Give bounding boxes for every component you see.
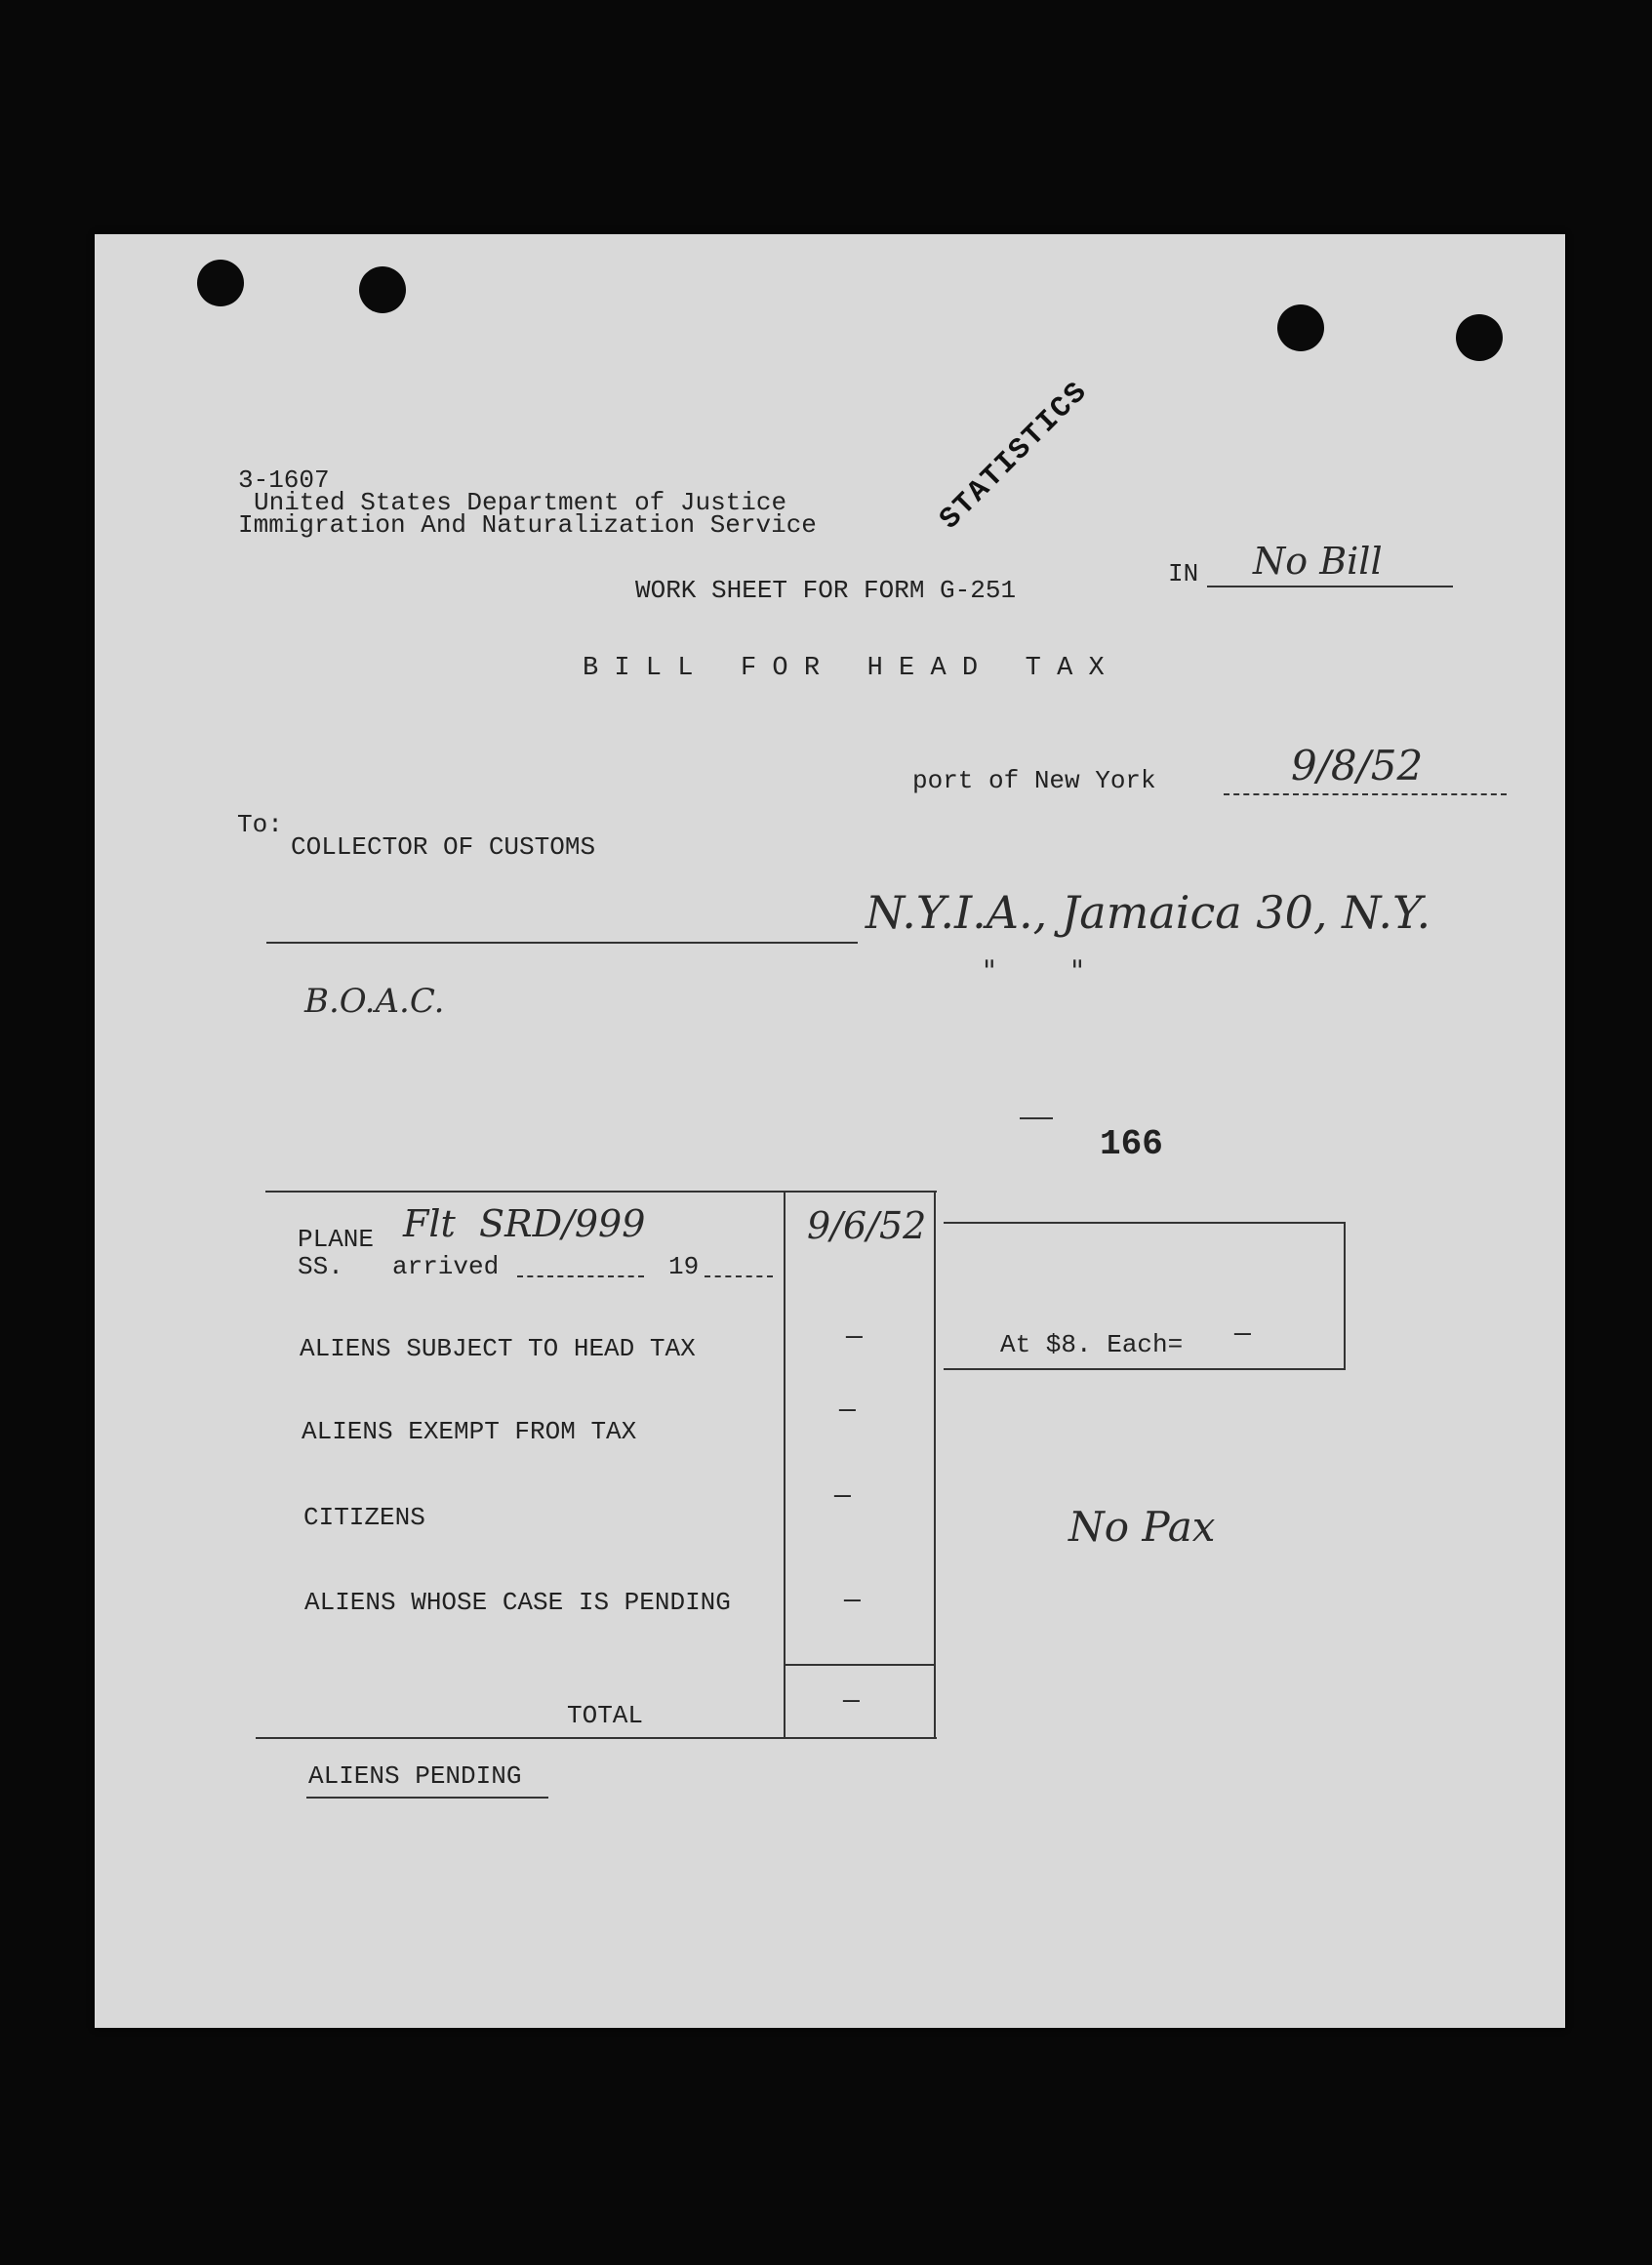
row-value-citizens: — xyxy=(834,1481,851,1512)
form-code: 3-1607 xyxy=(238,465,330,495)
arrived-label: arrived xyxy=(392,1252,500,1281)
form-sheet xyxy=(95,234,1565,2028)
in-value: No Bill xyxy=(1253,540,1383,583)
row-value-pending: — xyxy=(844,1586,861,1616)
bill-heading: B I L L F O R H E A D T A X xyxy=(583,654,1105,683)
arrived-underline xyxy=(517,1275,644,1277)
collector-label: COLLECTOR OF CUSTOMS xyxy=(291,832,596,862)
table-top-border xyxy=(265,1191,937,1193)
punch-hole xyxy=(359,266,406,313)
arrival-date: 9/6/52 xyxy=(807,1204,927,1247)
row-label-citizens: CITIZENS xyxy=(303,1503,425,1532)
table-bottom-border xyxy=(256,1737,937,1739)
location-value: N.Y.I.A., Jamaica 30, N.Y. xyxy=(866,886,1431,939)
ss-label: SS. xyxy=(298,1252,343,1281)
in-label: IN xyxy=(1168,559,1199,588)
table-divider xyxy=(784,1191,786,1737)
total-label: TOTAL xyxy=(567,1701,644,1730)
table-total-separator xyxy=(784,1664,936,1666)
port-label: port of New York xyxy=(912,766,1156,795)
statistics-stamp: STATISTICS xyxy=(933,375,1096,537)
row-label-exempt: ALIENS EXEMPT FROM TAX xyxy=(302,1417,637,1446)
rate-box-right xyxy=(1344,1222,1346,1370)
ditto-marks: " " xyxy=(983,954,1084,989)
row-value-exempt: — xyxy=(839,1395,856,1426)
aliens-pending-underline xyxy=(306,1797,548,1799)
punch-hole xyxy=(197,260,244,306)
agency-line-2: Immigration And Naturalization Service xyxy=(238,510,817,540)
sheet-number: 166 xyxy=(1100,1124,1163,1164)
plane-value: Flt SRD/999 xyxy=(403,1202,646,1245)
dash-mark xyxy=(1020,1117,1053,1119)
rate-label: At $8. Each= xyxy=(1000,1330,1184,1359)
form-title: WORK SHEET FOR FORM G-251 xyxy=(635,576,1017,605)
plane-label: PLANE xyxy=(298,1225,375,1254)
table-right-border xyxy=(934,1191,936,1737)
year-underline xyxy=(705,1275,773,1277)
row-value-subject: — xyxy=(846,1322,863,1353)
no-pax-note: No Pax xyxy=(1068,1503,1216,1551)
rate-box-bottom xyxy=(944,1368,1346,1370)
in-underline xyxy=(1207,586,1453,587)
row-label-subject: ALIENS SUBJECT TO HEAD TAX xyxy=(300,1334,696,1363)
rate-box-top xyxy=(944,1222,1346,1224)
year-prefix: 19 xyxy=(668,1252,700,1281)
punch-hole xyxy=(1456,314,1503,361)
port-date-underline xyxy=(1224,793,1507,795)
carrier-value: B.O.A.C. xyxy=(304,982,445,1021)
port-date: 9/8/52 xyxy=(1291,742,1424,789)
agency-line-1: United States Department of Justice xyxy=(254,488,787,517)
aliens-pending-label: ALIENS PENDING xyxy=(308,1761,522,1791)
rate-value: — xyxy=(1234,1319,1251,1350)
total-value: — xyxy=(843,1686,860,1717)
punch-hole xyxy=(1277,304,1324,351)
row-label-pending: ALIENS WHOSE CASE IS PENDING xyxy=(304,1588,731,1617)
address-line xyxy=(266,942,858,944)
to-label: To: xyxy=(237,810,283,839)
